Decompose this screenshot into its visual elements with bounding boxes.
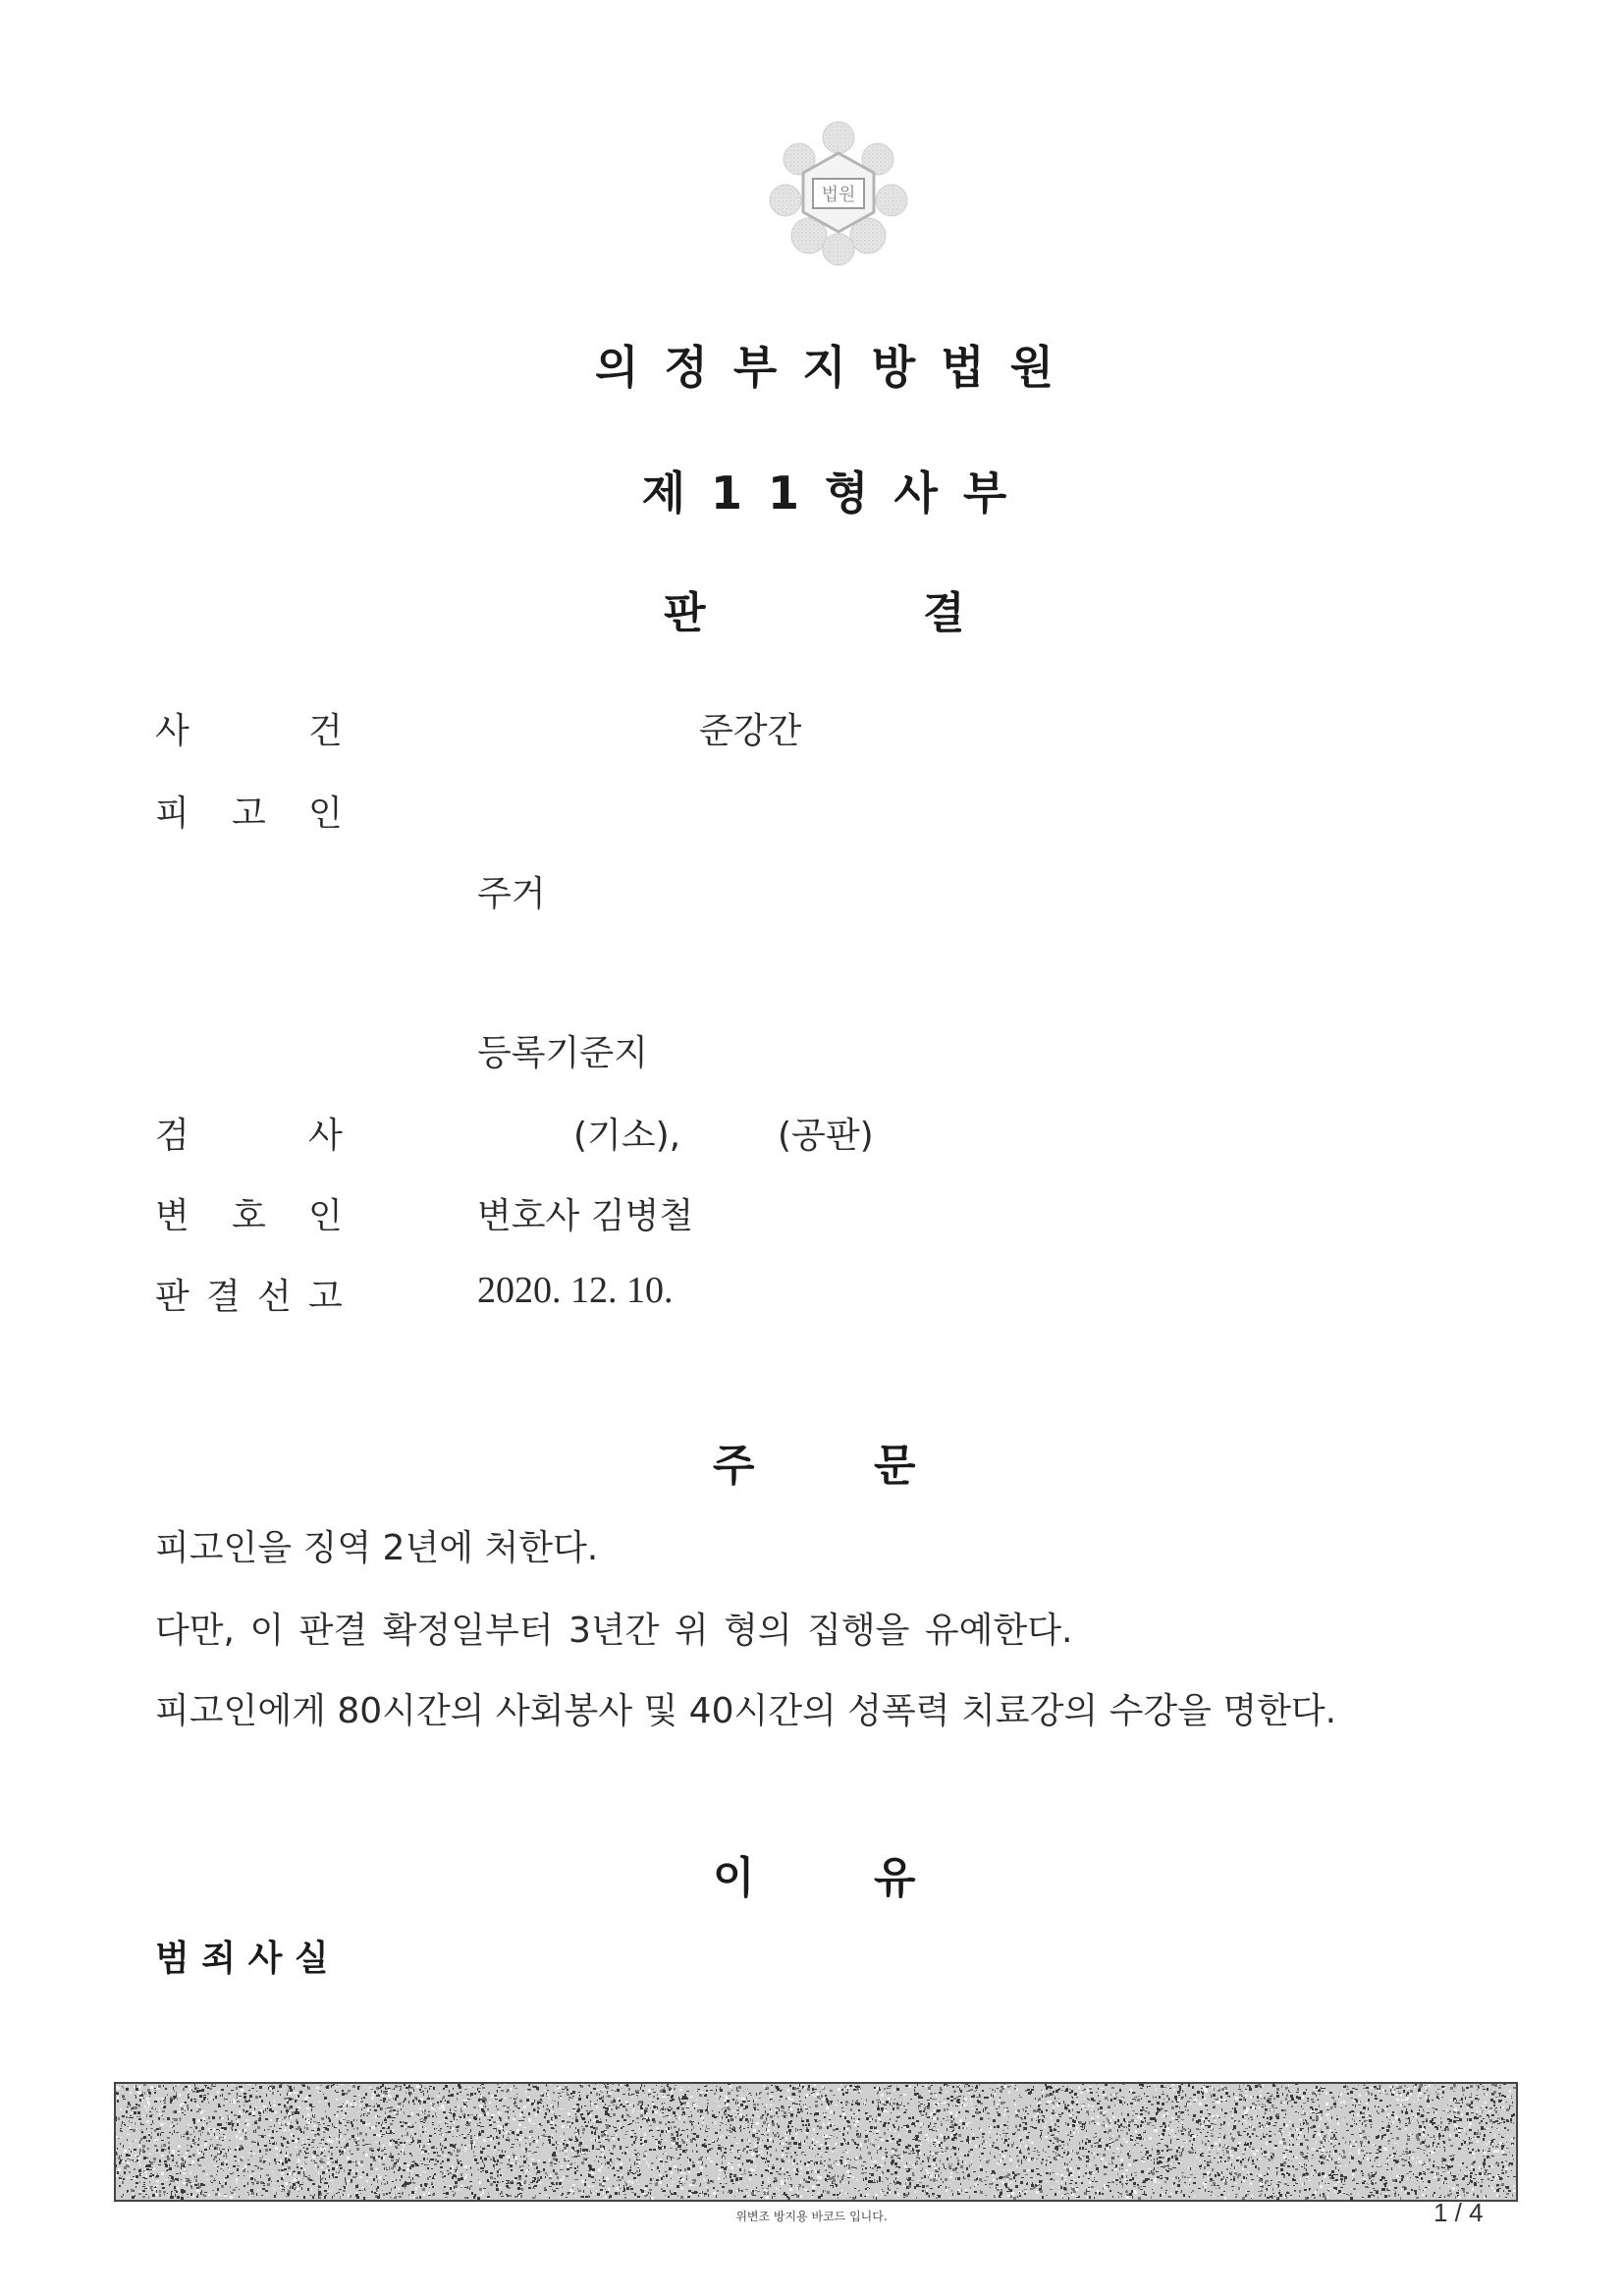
ruling-heading-left: 주 <box>713 1441 755 1491</box>
anti-forgery-barcode <box>114 2082 1518 2202</box>
registry-label: 등록기준지 <box>477 1033 648 1073</box>
verdict-date-label <box>155 1269 352 1317</box>
doc-type-right: 결 <box>923 588 965 638</box>
prosecutor-label-char: 검 <box>155 1116 189 1156</box>
verdict-date-value: 2020. 12. 10. <box>477 1270 674 1311</box>
case-label-char: 사 <box>155 711 189 751</box>
prosecutor-trial: (공판) <box>778 1116 874 1156</box>
defendant-label-char: 고 <box>232 793 266 834</box>
prosecutor-indictment: (기소), <box>573 1116 681 1156</box>
counsel-label-char: 변 <box>155 1196 189 1236</box>
court-emblem-icon <box>758 110 919 271</box>
emblem-text: 법원 <box>821 185 856 205</box>
counsel-label-char: 인 <box>308 1196 343 1236</box>
prosecutor-label <box>155 1108 352 1156</box>
department-name: 제11형사부 <box>641 466 1033 519</box>
verdict-date-label-char: 선 <box>257 1277 292 1317</box>
residence-label: 주거 <box>477 874 546 914</box>
reasons-heading-right: 유 <box>874 1853 916 1903</box>
counsel-label <box>155 1188 352 1236</box>
ruling-line: 피고인을 징역 2년에 처한다. <box>155 1528 599 1568</box>
court-name: 의정부지방법원 <box>594 341 1080 394</box>
defendant-label <box>155 786 352 834</box>
prosecutor-label-char: 사 <box>308 1116 343 1156</box>
ruling-line: 피고인에게 80시간의 사회봉사 및 40시간의 성폭력 치료강의 수강을 명한다. <box>155 1691 1337 1731</box>
barcode-caption: 위변조 방지용 바코드 입니다. <box>735 2210 888 2223</box>
case-value: 준강간 <box>699 711 802 751</box>
doc-type-left: 판 <box>664 588 706 638</box>
verdict-date-label-char: 판 <box>155 1277 189 1317</box>
reasons-heading-left: 이 <box>713 1853 755 1903</box>
ruling-line: 다만, 이 판결 확정일부터 3년간 위 형의 집행을 유예한다. <box>155 1611 1073 1651</box>
defendant-label-char: 피 <box>155 793 189 834</box>
counsel-value: 변호사 김병철 <box>477 1196 694 1236</box>
defendant-label-char: 인 <box>308 793 343 834</box>
verdict-date-label-char: 결 <box>206 1277 241 1317</box>
ruling-heading-right: 문 <box>874 1441 916 1491</box>
case-label-char: 건 <box>308 711 343 751</box>
case-label <box>155 703 352 751</box>
counsel-label-char: 호 <box>232 1196 266 1236</box>
verdict-date-label-char: 고 <box>308 1277 343 1317</box>
crime-facts-subheading: 범 죄 사 실 <box>155 1939 329 1979</box>
page-number: 1 / 4 <box>1434 2198 1484 2227</box>
